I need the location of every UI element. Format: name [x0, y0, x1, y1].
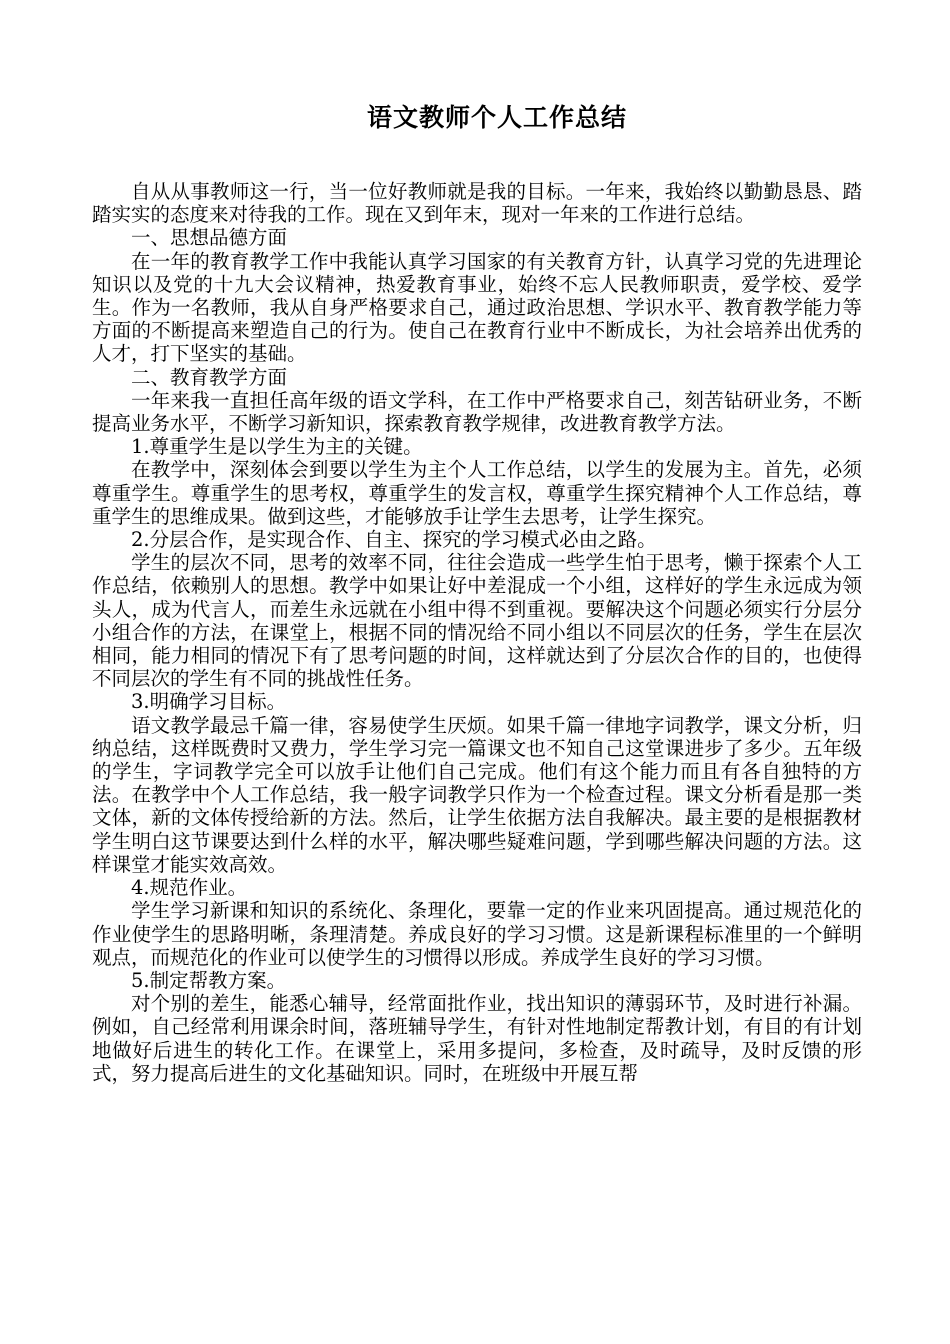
paragraph-5: 对个别的差生，能悉心辅导，经常面批作业，找出知识的薄弱环节，及时进行补漏。例如，自己经常利用课余时间，落班辅导学生，有针对性地制定帮教计划，有目的有计划地做好后进生的转化工作。在课堂上，采用多提问，多检查，及时疏导，及时反馈的形式，努力提高后进生的文化基础知识。同时，在班级中开展互帮 [92, 992, 862, 1085]
paragraph-4: 学生学习新课和知识的系统化、条理化，要靠一定的作业来巩固提高。通过规范化的作业使学生的思路明晰，条理清楚。养成良好的学习习惯。这是新课程标准里的一个鲜明观点，而规范化的作业可以使学生的习惯得以形成。养成学生良好的学习习惯。 [92, 899, 862, 969]
document-body [92, 180, 862, 1085]
document-title: 语文教师个人工作总结 [366, 103, 627, 132]
paragraph-teaching: 一年来我一直担任高年级的语文学科，在工作中严格要求自己，刻苦钻研业务，不断提高业务水平，不断学习新知识，探索教育教学规律，改进教育教学方法。 [92, 388, 862, 436]
paragraph-moral: 在一年的教育教学工作中我能认真学习国家的有关教育方针，认真学习党的先进理论知识以及党的十九大会议精神，热爱教育事业，始终不忘人民教师职责，爱学校、爱学生。作为一名教师，我从自身严格要求自己，通过政治思想、学识水平、教育教学能力等方面的不断提高来塑造自己的行为。使自己在教育行业中不断成长，为社会培养出优秀的人才，打下坚实的基础。 [92, 249, 862, 366]
subheading-3: 3.明确学习目标。 [131, 690, 287, 714]
subheading-5: 5.制定帮教方案。 [131, 968, 287, 992]
heading-moral: 一、思想品德方面 [131, 226, 288, 250]
paragraph-3: 语文教学最忌千篇一律，容易使学生厌烦。如果千篇一律地字词教学，课文分析，归纳总结，这样既费时又费力，学生学习完一篇课文也不知自己这堂课进步了多少。五年级的学生，字词教学完全可以放手让他们自己完成。他们有这个能力而且有各自独特的方法。在教学中个人工作总结，我一般字词教学只作为一个检查过程。课文分析看是那一类文体，新的文体传授给新的方法。然后，让学生依据方法自我解决。最主要的是根据教材学生明白这节课要达到什么样的水平，解决哪些疑难问题，学到哪些解决问题的方法。这样课堂才能实效高效。 [92, 713, 862, 876]
paragraph-1: 在教学中，深刻体会到要以学生为主个人工作总结，以学生的发展为主。首先，必须尊重学生。尊重学生的思考权，尊重学生的发言权，尊重学生探究精神个人工作总结，尊重学生的思维成果。做到这些，才能够放手让学生去思考，让学生探究。 [92, 458, 862, 528]
subheading-2: 2.分层合作，是实现合作、自主、探究的学习模式必由之路。 [131, 528, 657, 552]
document-page [92, 100, 862, 1085]
paragraph-intro: 自从从事教师这一行，当一位好教师就是我的目标。一年来，我始终以勤勤恳恳、踏踏实实的态度来对待我的工作。现在又到年末，现对一年来的工作进行总结。 [92, 180, 862, 227]
subheading-4: 4.规范作业。 [131, 876, 248, 900]
heading-teaching: 二、教育教学方面 [131, 365, 288, 389]
subheading-1: 1.尊重学生是以学生为主的关键。 [131, 435, 423, 459]
paragraph-2: 学生的层次不同，思考的效率不同，往往会造成一些学生怕于思考，懒于探索个人工作总结，依赖别人的思想。教学中如果让好中差混成一个小组，这样好的学生永远成为领头人，成为代言人，而差生永远就在小组中得不到重视。要解决这个问题必须实行分层分小组合作的方法，在课堂上，根据不同的情况给不同小组以不同层次的任务，学生在层次相同，能力相同的情况下有了思考问题的时间，这样就达到了分层次合作的目的，也使得不同层次的学生有不同的挑战性任务。 [92, 551, 862, 691]
